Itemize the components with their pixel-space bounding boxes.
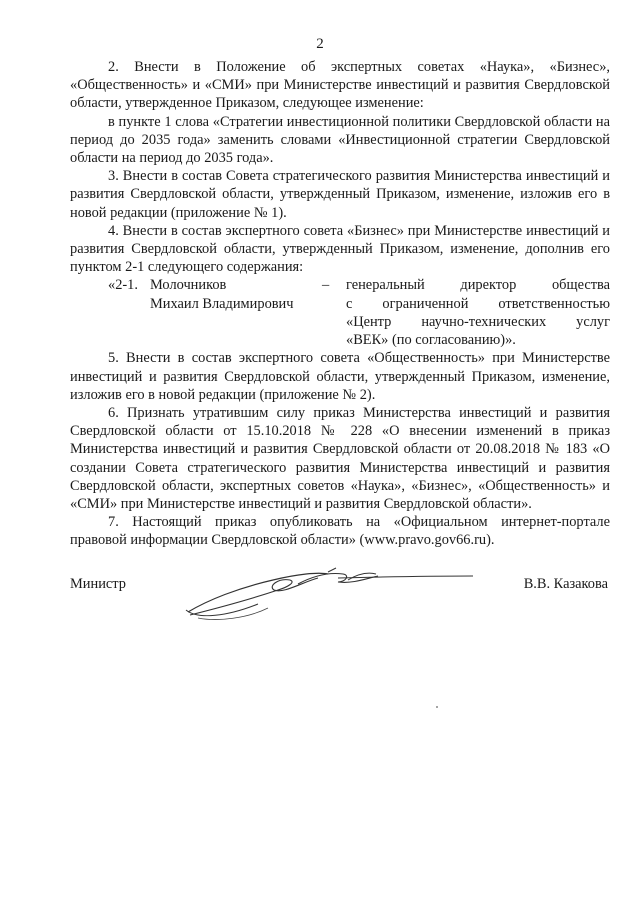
entry-dash: – [322,277,330,294]
handwritten-signature [178,560,478,630]
paragraph-5: 5. Внести в состав экспертного совета «Общественность» при Министерстве инвестиций и развития Свердловской области, утвержденный Приказом, изменение, изложив его в новой редакции (приложение № 2). [70,350,610,403]
signature-block [70,570,610,630]
signatory-title: Министр [70,576,126,592]
page-number: 2 [316,36,324,52]
scan-speck [436,706,438,708]
entry-surname: Молочников [150,277,227,294]
paragraph-4: 4. Внести в состав экспертного совета «Бизнес» при Министерстве инвестиций и развития Свердловской области, утвержденный Приказом, изменение, дополнив его пунктом 2-1 следующего содержания: [70,222,610,276]
entry-position-line: «ВЕК» (по согласованию)». [346,332,516,349]
entry-given-names: Михаил Владимирович [150,295,294,312]
entry-number: «2-1. [108,277,138,294]
entry-position-line: «Центр научно-технических услуг [346,313,610,330]
paragraph-6: 6. Признать утратившим силу приказ Министерства инвестиций и развития Свердловской области от 15.10.2018 № 228 «О внесении изменений в приказ Министерства инвестиций и развития Свердловской области от 20.08.2018 № 183 «О создании Совета стратегического развития Министерства инвестиций и развития Свердловской области, экспертных советов «Наука», «Бизнес», «Общественность» и «СМИ» при Министерстве инвестиций и развития Свердловской области». [70,405,610,513]
entry-position [346,276,610,349]
paragraph-2-amendment: в пункте 1 слова «Стратегии инвестиционной политики Свердловской области на период до 2035 года» заменить словами «Инвестиционной стратегии Свердловской области на период до 2035 года». [70,113,610,167]
paragraph-2: 2. Внести в Положение об экспертных советах «Наука», «Бизнес», «Общественность» и «СМИ» при Министерстве инвестиций и развития Свердловской области, утвержденное Приказом, следующее изменение: [70,59,610,112]
signatory-name: В.В. Казакова [523,576,608,592]
paragraph-7: 7. Настоящий приказ опубликовать на «Официальном интернет-портале правовой информации Свердловской области» (www.pravo.gov66.ru). [70,514,610,549]
document-body [70,58,610,550]
entry-position-line: с ограниченной ответственностью [346,295,610,312]
entry-person-name [150,276,330,312]
entry-position-line: генеральный директор общества [346,277,610,294]
paragraph-3: 3. Внести в состав Совета стратегического развития Министерства инвестиций и развития Свердловской области, утвержденный Приказом, изменение, изложив его в новой редакции (приложение № 1). [70,168,610,221]
new-member-entry [70,276,610,349]
